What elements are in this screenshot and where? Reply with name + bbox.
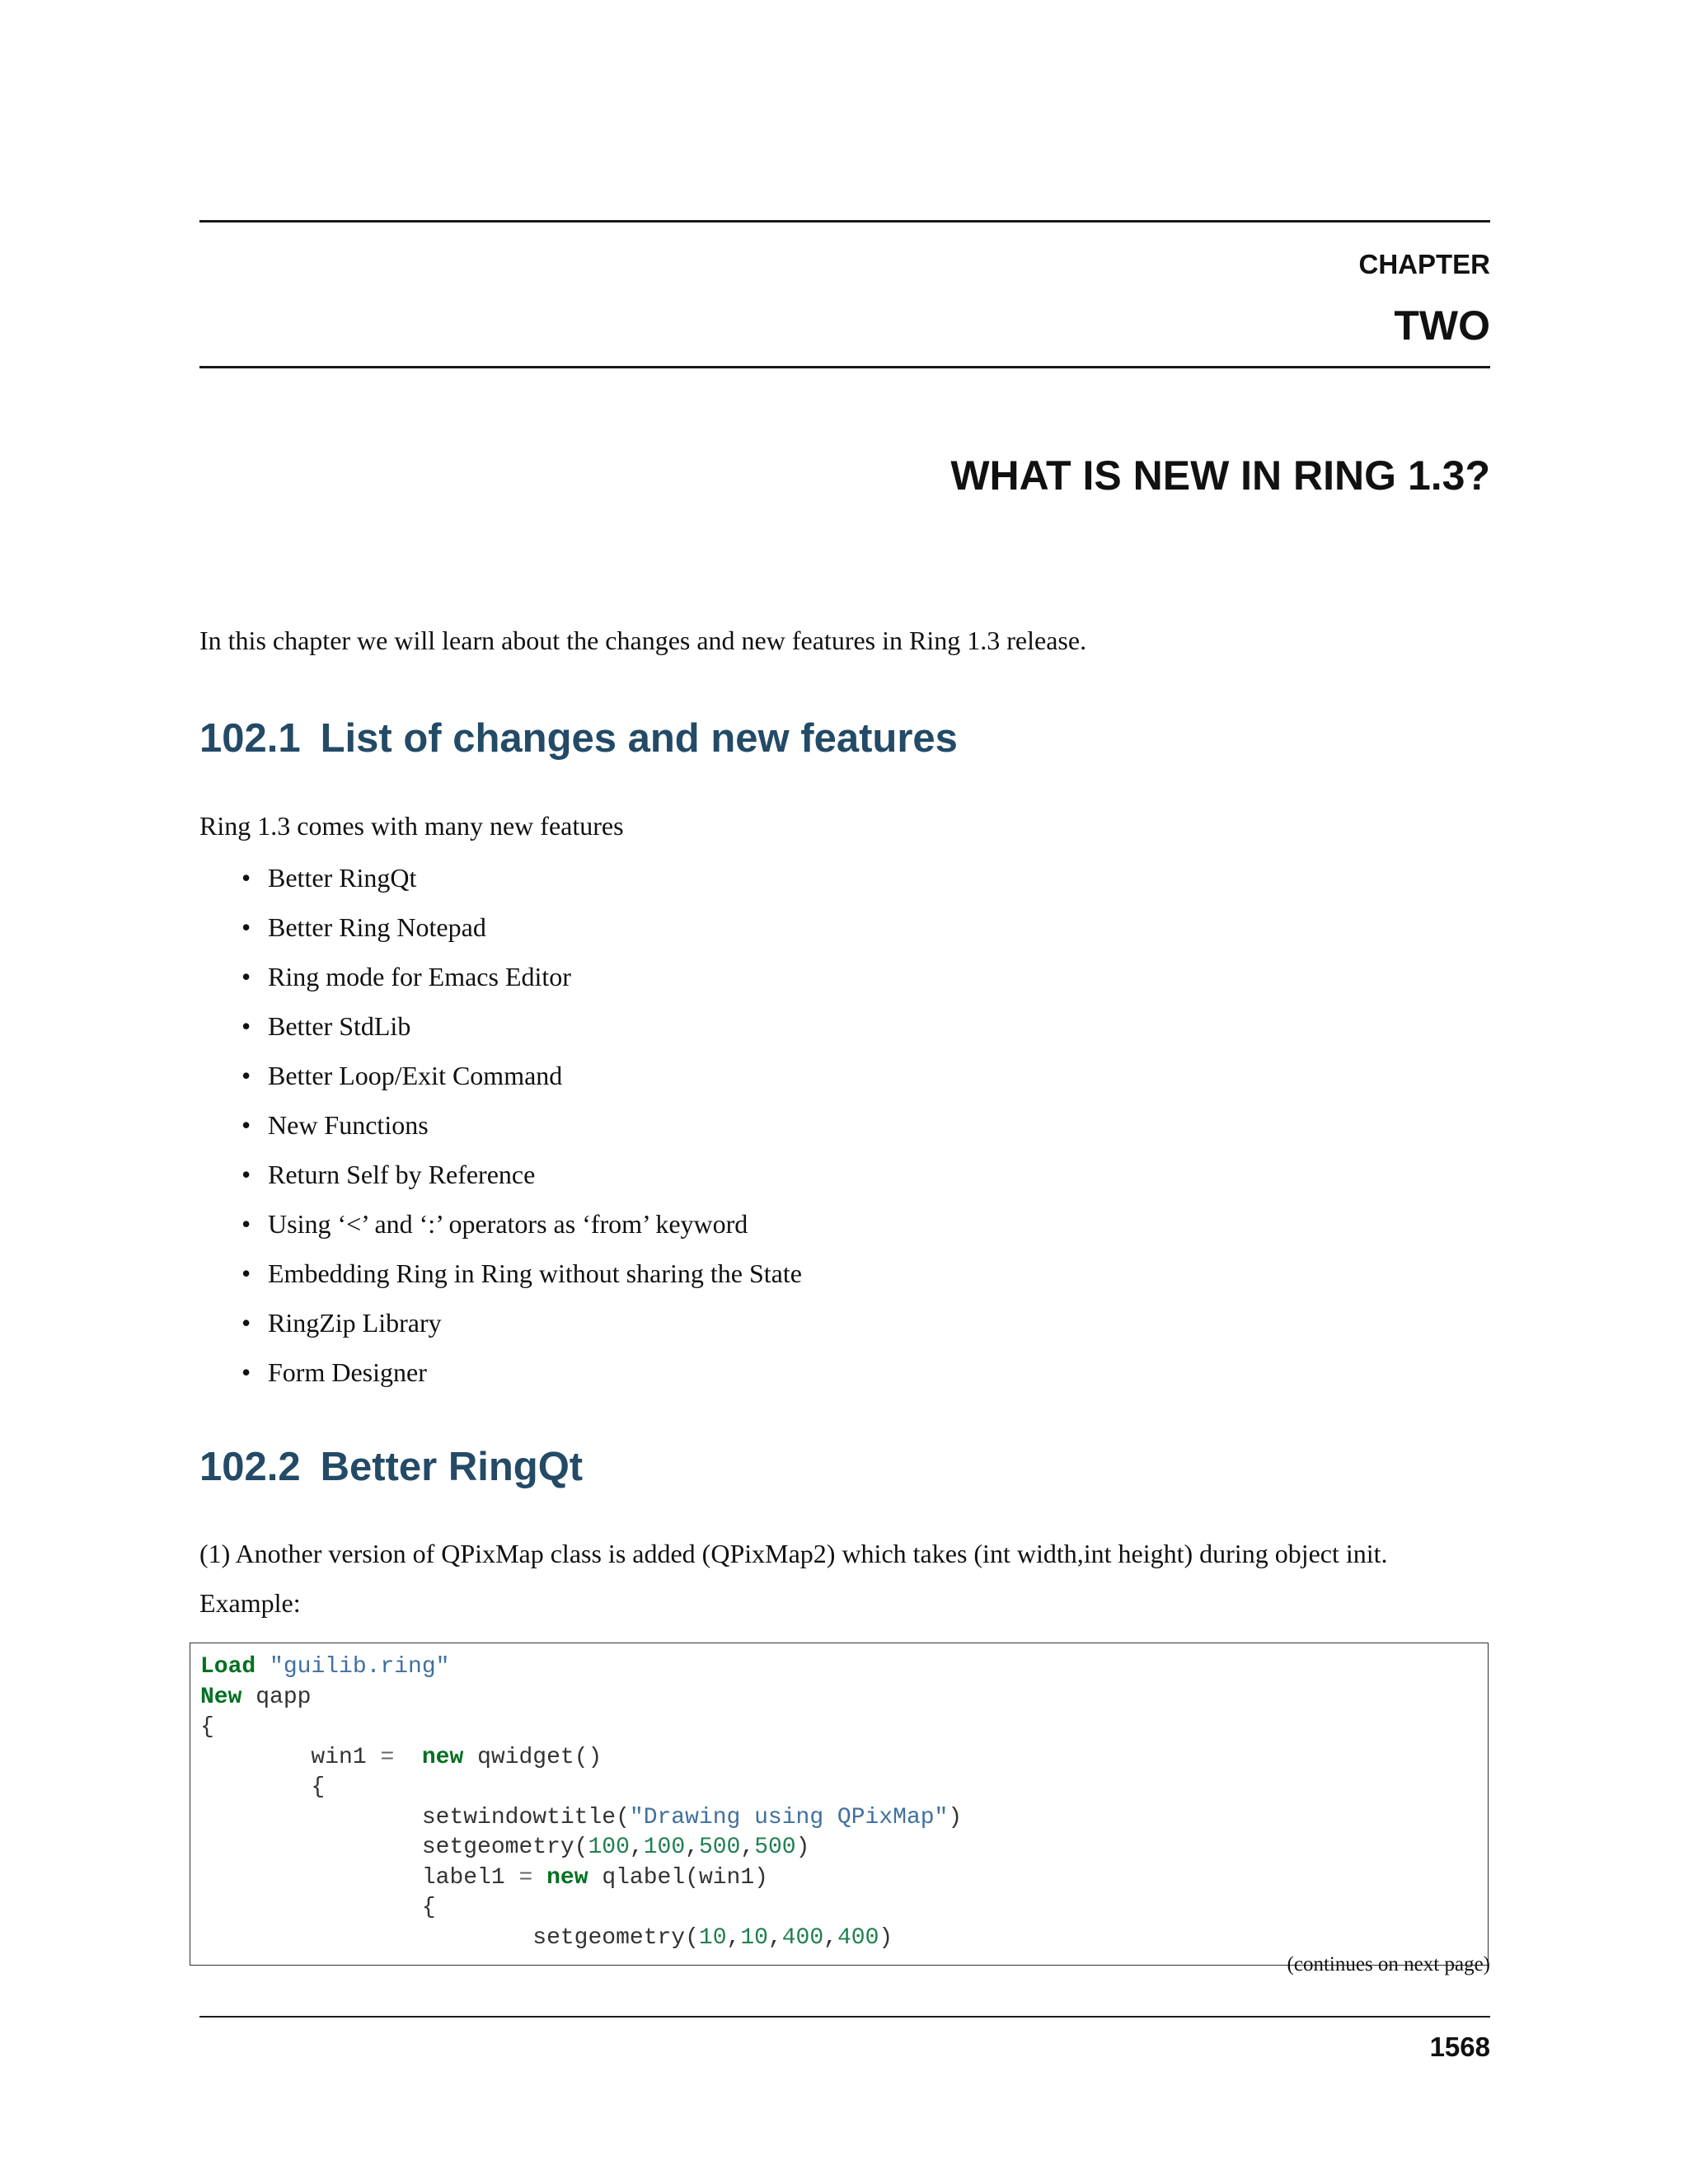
footer-rule bbox=[199, 2016, 1490, 2018]
list-item: • Better Ring Notepad bbox=[241, 911, 802, 960]
code-line bbox=[200, 1803, 1488, 1834]
code-text: { bbox=[200, 1774, 326, 1800]
code-text: qlabel(win1) bbox=[588, 1864, 768, 1891]
list-item: • New Functions bbox=[241, 1108, 802, 1158]
chapter-number: TWO bbox=[1394, 302, 1490, 349]
section-title: Better RingQt bbox=[320, 1445, 584, 1489]
code-string: "guilib.ring" bbox=[270, 1654, 450, 1680]
code-line bbox=[200, 1713, 1488, 1743]
code-text bbox=[394, 1745, 422, 1770]
code-keyword: new bbox=[546, 1864, 588, 1891]
code-line bbox=[200, 1773, 1488, 1803]
code-text: ) bbox=[879, 1924, 893, 1951]
code-string: "Drawing using QPixMap" bbox=[629, 1804, 949, 1830]
code-block bbox=[190, 1643, 1489, 1966]
code-number: 500 bbox=[698, 1835, 741, 1860]
code-number: 100 bbox=[643, 1835, 686, 1860]
code-text: ) bbox=[948, 1804, 963, 1830]
list-item: • Return Self by Reference bbox=[241, 1158, 802, 1207]
code-line bbox=[200, 1893, 1488, 1924]
code-line bbox=[200, 1743, 1488, 1774]
example-label: Example: bbox=[199, 1588, 301, 1618]
code-text: { bbox=[200, 1714, 214, 1740]
section-lead-paragraph: Ring 1.3 comes with many new features bbox=[199, 811, 624, 841]
code-line bbox=[200, 1833, 1488, 1863]
list-item: • Better Loop/Exit Command bbox=[241, 1059, 802, 1108]
list-item: • Using ‘<’ and ‘:’ operators as ‘from’ keyword bbox=[241, 1207, 802, 1257]
list-item: • Form Designer bbox=[241, 1356, 802, 1405]
code-text: setgeometry( bbox=[200, 1835, 588, 1860]
code-line bbox=[200, 1924, 1488, 1954]
code-text: , bbox=[629, 1835, 644, 1860]
code-text: , bbox=[685, 1835, 699, 1860]
code-line bbox=[200, 1863, 1488, 1894]
code-text: , bbox=[740, 1835, 755, 1860]
list-item: • Ring mode for Emacs Editor bbox=[241, 960, 802, 1010]
code-text: qapp bbox=[241, 1684, 312, 1710]
section-number: 102.2 bbox=[199, 1445, 301, 1489]
code-number: 400 bbox=[837, 1924, 879, 1951]
list-item: • Embedding Ring in Ring without sharing the State bbox=[241, 1257, 802, 1306]
code-operator: = bbox=[380, 1744, 395, 1770]
code-text: label1 bbox=[200, 1864, 519, 1891]
code-text: , bbox=[726, 1924, 741, 1951]
code-text: setgeometry( bbox=[200, 1924, 699, 1951]
chapter-label: CHAPTER bbox=[1358, 249, 1490, 279]
code-text: setwindowtitle( bbox=[200, 1804, 630, 1830]
section-number: 102.1 bbox=[199, 716, 301, 761]
code-keyword: Load bbox=[200, 1654, 256, 1680]
list-item: • Better StdLib bbox=[241, 1010, 802, 1059]
code-text: qwidget() bbox=[463, 1744, 603, 1770]
code-line bbox=[200, 1652, 1488, 1683]
code-keyword: New bbox=[200, 1684, 242, 1710]
code-line bbox=[200, 1683, 1488, 1713]
code-number: 100 bbox=[588, 1835, 630, 1860]
code-number: 400 bbox=[781, 1924, 824, 1951]
chapter-bottom-rule bbox=[199, 366, 1490, 368]
section-heading-ringqt bbox=[199, 1444, 583, 1490]
code-number: 10 bbox=[740, 1924, 768, 1951]
code-text bbox=[532, 1865, 546, 1891]
code-operator: = bbox=[518, 1864, 533, 1891]
ringqt-paragraph: (1) Another version of QPixMap class is added (QPixMap2) which takes (int width,int height) during object init. bbox=[199, 1539, 1388, 1568]
code-text: , bbox=[767, 1924, 782, 1951]
list-item: • RingZip Library bbox=[241, 1306, 802, 1356]
code-text: ) bbox=[795, 1835, 810, 1860]
chapter-title: WHAT IS NEW IN RING 1.3? bbox=[950, 452, 1490, 499]
section-heading-changes bbox=[199, 715, 958, 762]
code-text: , bbox=[823, 1924, 837, 1951]
code-text: { bbox=[200, 1895, 436, 1920]
continues-note: (continues on next page) bbox=[1287, 1953, 1490, 1975]
intro-paragraph: In this chapter we will learn about the changes and new features in Ring 1.3 release. bbox=[199, 626, 1087, 655]
code-keyword: new bbox=[421, 1744, 464, 1770]
code-number: 10 bbox=[698, 1924, 727, 1951]
code-listing bbox=[190, 1643, 1488, 1953]
chapter-top-rule bbox=[199, 220, 1490, 223]
section-title: List of changes and new features bbox=[320, 716, 958, 761]
list-item: • Better RingQt bbox=[241, 861, 802, 911]
code-text bbox=[256, 1654, 270, 1680]
page-number: 1568 bbox=[1429, 2032, 1490, 2062]
code-text: win1 bbox=[200, 1744, 381, 1770]
code-number: 500 bbox=[754, 1835, 796, 1860]
features-list bbox=[241, 861, 802, 1405]
